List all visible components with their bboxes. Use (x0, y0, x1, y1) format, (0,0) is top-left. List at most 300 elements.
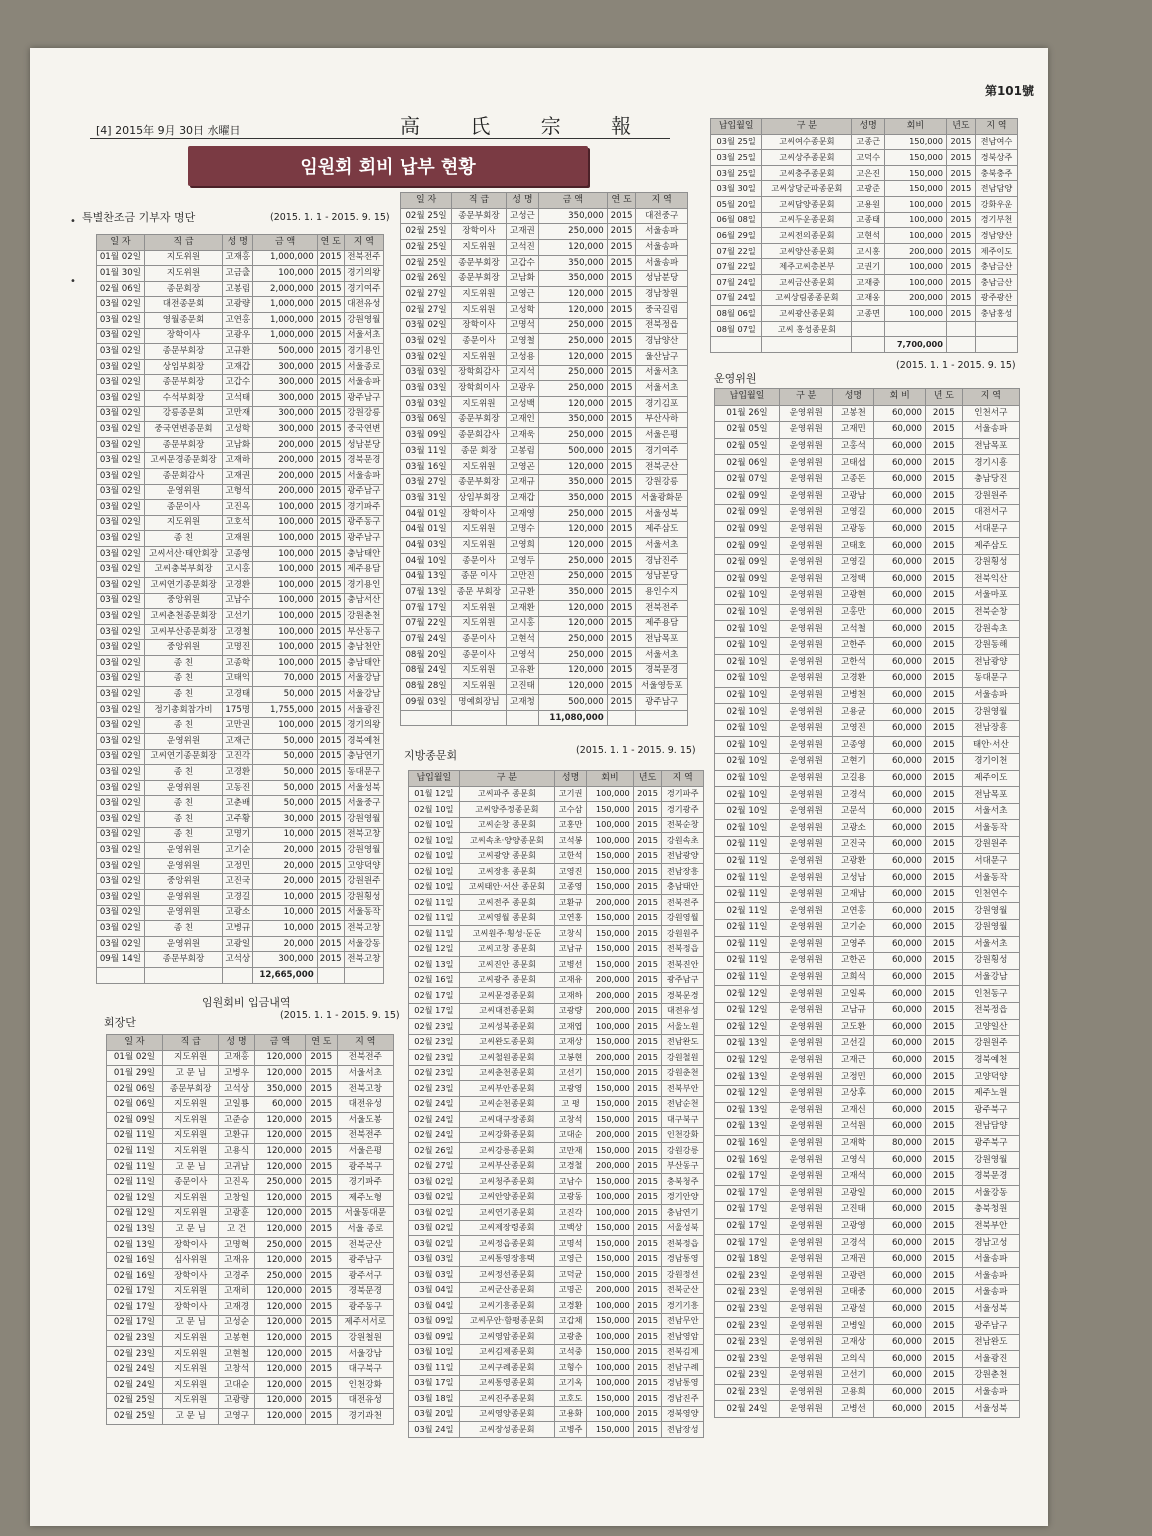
table-cell: 강원속초 (662, 833, 704, 849)
column-header: 일 자 (107, 1035, 163, 1051)
table-cell: 2015 (926, 604, 963, 621)
table-cell: 고종면 (852, 306, 884, 322)
table-cell: 고씨속초·양양종문회 (459, 833, 554, 849)
table-row (107, 1362, 394, 1378)
table-cell: 2015 (926, 1235, 963, 1252)
table-cell: 운영위원 (780, 1168, 833, 1185)
table-cell: 2015 (317, 874, 344, 890)
table-cell: 고성학 (506, 302, 538, 318)
table-cell: 서울노원 (662, 1019, 704, 1035)
table-row (715, 770, 1020, 787)
table-cell: 2015 (317, 702, 344, 718)
table-cell: 2015 (317, 656, 344, 672)
table-cell: 07월 13일 (401, 585, 452, 601)
table-cell: 운영위원 (144, 889, 222, 905)
table-cell: 고씨청주종문회 (459, 1174, 554, 1190)
table-cell: 03월 09일 (409, 1329, 460, 1345)
table-cell: 02월 10일 (409, 864, 460, 880)
table-cell: 03월 02일 (401, 349, 452, 365)
table-cell: 150,000 (587, 1344, 634, 1360)
table-cell: 2015 (926, 1085, 963, 1102)
table-cell: 250,000 (539, 381, 608, 397)
table-cell: 2015 (926, 737, 963, 754)
table-cell: 대전유성 (337, 1393, 393, 1409)
table-cell: 2015 (607, 255, 636, 271)
table-cell: 120,000 (539, 349, 608, 365)
table-cell: 120,000 (539, 240, 608, 256)
table-cell: 03월 09일 (409, 1313, 460, 1329)
table-cell: 2015 (317, 562, 344, 578)
table-cell: 고재권 (506, 224, 538, 240)
table-cell: 고종영 (833, 737, 874, 754)
page-banner: 임원회 회비 납부 현황 (188, 146, 588, 186)
table-cell: 고씨장흥 종문회 (459, 864, 554, 880)
table-cell: 운영위원 (780, 803, 833, 820)
header-rule (90, 138, 670, 139)
table-cell: 고진각 (555, 1205, 587, 1221)
table-cell: 서대문구 (962, 521, 1019, 538)
table-cell: 02월 17일 (715, 1235, 780, 1252)
table-cell: 60,000 (874, 1036, 926, 1053)
table-cell: 2015 (926, 969, 963, 986)
table-cell: 02월 10일 (409, 802, 460, 818)
table-cell: 고영희 (506, 538, 538, 554)
table-cell: 종문회감사 (144, 468, 222, 484)
table-cell: 2015 (317, 531, 344, 547)
table-cell: 60,000 (874, 1301, 926, 1318)
table-row (97, 406, 384, 422)
table-cell: 2015 (607, 647, 636, 663)
table-cell: 2015 (633, 864, 662, 880)
table-cell: 고명곤 (555, 1282, 587, 1298)
table-cell: 03월 02일 (97, 671, 145, 687)
table-cell: 종문이사 (452, 553, 507, 569)
table-cell: 지도위원 (452, 240, 507, 256)
table-row (711, 306, 1018, 322)
table-row (401, 632, 688, 648)
table-cell: 고광소 (833, 820, 874, 837)
table-cell: 고영근 (506, 287, 538, 303)
table-row (107, 1284, 394, 1300)
table-cell: 02월 25일 (401, 240, 452, 256)
table-cell: 고씨 홍성종문회 (762, 321, 852, 337)
table-cell: 07월 24일 (711, 274, 762, 290)
table-cell: 2015 (317, 811, 344, 827)
table-cell: 10,000 (253, 905, 317, 921)
table-cell: 서울송파 (636, 240, 688, 256)
table-cell: 고남규 (833, 1002, 874, 1019)
table-cell: 02월 12일 (107, 1206, 163, 1222)
table-cell: 150,000 (587, 941, 634, 957)
table-cell: 100,000 (587, 817, 634, 833)
table-row (97, 375, 384, 391)
table-cell: 150,000 (587, 1174, 634, 1190)
table-row (97, 328, 384, 344)
table-cell: 고봉현 (219, 1331, 254, 1347)
table-cell: 고석봉 (555, 833, 587, 849)
table-cell: 고양일산 (962, 1019, 1019, 1036)
table-cell: 150,000 (884, 165, 946, 181)
table-cell: 고씨연기종문회 (459, 1205, 554, 1221)
table-cell: 고씨두운종문회 (762, 212, 852, 228)
table-cell: 고용식 (219, 1144, 254, 1160)
table-cell: 2015 (926, 936, 963, 953)
table-row (97, 952, 384, 968)
table-cell: 고선기 (555, 1065, 587, 1081)
table-cell: 종 친 (144, 656, 222, 672)
table-row (97, 889, 384, 905)
table-cell: 종문이사 (163, 1175, 219, 1191)
table-row (715, 422, 1020, 439)
table-row (107, 1206, 394, 1222)
table-cell: 고양덕양 (962, 1069, 1019, 1086)
table-cell: 120,000 (254, 1222, 305, 1238)
table-row (97, 624, 384, 640)
table-row (401, 538, 688, 554)
table-cell: 서울서초 (962, 803, 1019, 820)
table-cell: 고재석 (833, 1168, 874, 1185)
table-cell: 고준승 (219, 1112, 254, 1128)
table-cell: 고길용 (833, 770, 874, 787)
table-cell: 고만진 (506, 569, 538, 585)
table-row (715, 1168, 1020, 1185)
table-cell: 지도위원 (452, 396, 507, 412)
table-row (715, 521, 1020, 538)
table-row (409, 1096, 704, 1112)
table-cell: 60,000 (874, 853, 926, 870)
table-cell: 고광동 (833, 521, 874, 538)
table-cell: 2015 (317, 281, 344, 297)
table-cell: 350,000 (539, 491, 608, 507)
table-cell: 고석중 (555, 1344, 587, 1360)
table-cell: 02월 25일 (401, 208, 452, 224)
table-cell: 고영석 (506, 647, 538, 663)
table-cell: 서울송파 (962, 1268, 1019, 1285)
table-row (401, 585, 688, 601)
table-cell: 120,000 (539, 663, 608, 679)
table-cell: 고재영 (506, 506, 538, 522)
table-cell: 장학이사 (163, 1268, 219, 1284)
table-cell: 지도위원 (163, 1097, 219, 1113)
column-header: 성명 (833, 389, 874, 406)
table-cell: 2015 (306, 1112, 338, 1128)
table-row (715, 1069, 1020, 1086)
table-cell: 고씨양산종문회 (762, 243, 852, 259)
table-row (409, 1251, 704, 1267)
table-cell: 고성학 (223, 422, 253, 438)
table-cell: 고종영 (555, 879, 587, 895)
table-cell: 운영위원 (780, 1251, 833, 1268)
table-cell: 60,000 (874, 1202, 926, 1219)
table-cell: 고만재 (555, 1143, 587, 1159)
table-row (409, 1406, 704, 1422)
table-cell: 고경환 (223, 765, 253, 781)
table-cell: 150,000 (587, 1065, 634, 1081)
table-cell: 2015 (317, 312, 344, 328)
table-cell: 2015 (317, 266, 344, 282)
table-cell: 운영위원 (780, 422, 833, 439)
table-cell: 고진태 (833, 1202, 874, 1219)
table-cell: 고재청 (506, 695, 538, 711)
table-cell (975, 337, 1017, 353)
table-row (715, 1268, 1020, 1285)
table-cell: 2015 (633, 1158, 662, 1174)
table-cell: 충남연기 (344, 749, 383, 765)
table-cell: 150,000 (587, 1112, 634, 1128)
table-row (107, 1300, 394, 1316)
table-row (107, 1144, 394, 1160)
table-row (401, 287, 688, 303)
table-cell: 고현석 (506, 632, 538, 648)
table-cell: 고재유 (555, 972, 587, 988)
table-cell: 100,000 (253, 656, 317, 672)
table-cell: 01월 26일 (715, 405, 780, 422)
table-cell: 2015 (607, 553, 636, 569)
table-cell: 고재욱 (506, 428, 538, 444)
table-cell: 60,000 (874, 870, 926, 887)
table-cell: 2015 (926, 422, 963, 439)
table-row (715, 654, 1020, 671)
table-cell: 120,000 (254, 1284, 305, 1300)
table-cell: 250,000 (539, 553, 608, 569)
table-cell: 전북고창 (337, 1081, 393, 1097)
table-cell: 충남연기 (662, 1205, 704, 1221)
table-cell: 03월 02일 (97, 359, 145, 375)
table-cell: 2015 (607, 522, 636, 538)
table-cell: 대구북구 (662, 1112, 704, 1128)
table-cell: 대전유성 (662, 1003, 704, 1019)
total-amount: 11,080,000 (539, 710, 608, 726)
table-cell: 02월 12일 (715, 986, 780, 1003)
table-cell: 고문석 (833, 803, 874, 820)
table-cell: 지도위원 (163, 1331, 219, 1347)
table-cell: 150,000 (884, 181, 946, 197)
table-cell: 02월 07일 (715, 471, 780, 488)
table-cell: 150,000 (587, 802, 634, 818)
table-row (97, 843, 384, 859)
table-cell: 고씨진안 종문회 (459, 957, 554, 973)
table-cell: 고씨제장령종회 (459, 1220, 554, 1236)
table-cell: 성남분당 (636, 271, 688, 287)
table-cell: 02월 13일 (715, 1069, 780, 1086)
table-cell: 운영위원 (780, 1102, 833, 1119)
table-cell: 광주남구 (344, 390, 383, 406)
table-cell: 강원강릉 (636, 475, 688, 491)
table-cell: 250,000 (539, 506, 608, 522)
table-cell: 2015 (607, 428, 636, 444)
table-cell: 울산남구 (636, 349, 688, 365)
table-cell: 대전유성 (344, 297, 383, 313)
table-cell: 02월 25일 (401, 255, 452, 271)
table-cell: 고광환 (833, 853, 874, 870)
table-cell: 2015 (633, 1298, 662, 1314)
table-row (401, 695, 688, 711)
table-row (409, 1344, 704, 1360)
table-cell: 고재근 (833, 1052, 874, 1069)
table-cell: 60,000 (874, 538, 926, 555)
table-cell: 고귀남 (219, 1159, 254, 1175)
table-cell: 고 문 님 (163, 1159, 219, 1175)
table-row (715, 505, 1020, 522)
table-cell: 2015 (633, 941, 662, 957)
table-row (401, 647, 688, 663)
table-row (401, 240, 688, 256)
table-header-row (715, 389, 1020, 406)
table-cell: 07월 17일 (401, 600, 452, 616)
table-cell: 전북순창 (962, 604, 1019, 621)
table-cell: 고재경 (219, 1300, 254, 1316)
table-cell: 60,000 (874, 770, 926, 787)
table-cell: 종 친 (144, 687, 222, 703)
table-cell: 250,000 (254, 1268, 305, 1284)
table-cell: 10,000 (253, 889, 317, 905)
table-row (711, 243, 1018, 259)
table-cell: 운영위원 (780, 654, 833, 671)
table-cell: 03월 11일 (409, 1360, 460, 1376)
table-cell: 고태중 (833, 1285, 874, 1302)
table-cell: 100,000 (253, 578, 317, 594)
table-cell: 전남담양 (962, 1119, 1019, 1136)
table-cell: 06월 08일 (711, 212, 762, 228)
table-row (401, 224, 688, 240)
table-row (401, 428, 688, 444)
table-cell: 광주동구 (344, 515, 383, 531)
table-cell: 60,000 (874, 455, 926, 472)
table-cell: 2015 (633, 1050, 662, 1066)
table-cell: 100,000 (253, 562, 317, 578)
table-cell (344, 967, 383, 983)
table-cell: 2015 (633, 972, 662, 988)
table-cell: 고광춘 (555, 1329, 587, 1345)
table-cell: 200,000 (253, 468, 317, 484)
table-cell: 120,000 (254, 1190, 305, 1206)
table-cell: 02월 10일 (715, 588, 780, 605)
table-cell: 충남태안 (662, 879, 704, 895)
table-cell: 서울동작 (962, 820, 1019, 837)
table-cell: 2015 (926, 1036, 963, 1053)
table-cell: 중국연변종문회 (144, 422, 222, 438)
table-cell: 고성순 (219, 1315, 254, 1331)
table-row (409, 833, 704, 849)
table-cell: 서울송파 (344, 468, 383, 484)
table-cell: 고광련 (833, 1268, 874, 1285)
table-row (107, 1409, 394, 1425)
table-cell: 광주동구 (337, 1300, 393, 1316)
table-cell: 광주남구 (344, 484, 383, 500)
table-row (401, 302, 688, 318)
table-cell: 60,000 (874, 588, 926, 605)
table-cell: 03월 02일 (97, 874, 145, 890)
table-cell: 고씨완도종문회 (459, 1034, 554, 1050)
table-row (97, 468, 384, 484)
table-row (97, 297, 384, 313)
table-row (107, 1175, 394, 1191)
table-cell: 200,000 (884, 243, 946, 259)
table-row (97, 390, 384, 406)
table-row (401, 271, 688, 287)
table-cell: 02월 13일 (107, 1237, 163, 1253)
table-cell: 전북전주 (337, 1128, 393, 1144)
table-cell: 2015 (607, 302, 636, 318)
table-cell: 고씨서산·태안회장 (144, 546, 222, 562)
table-cell: 고태섭 (833, 455, 874, 472)
table-cell: 고성남 (833, 870, 874, 887)
table-cell: 2015 (926, 1285, 963, 1302)
table-cell: 고창석 (555, 1112, 587, 1128)
table-cell: 2015 (926, 886, 963, 903)
table-cell: 종 친 (144, 827, 222, 843)
table-cell: 60,000 (874, 1251, 926, 1268)
table-row (715, 754, 1020, 771)
table-cell: 150,000 (587, 1391, 634, 1407)
table-cell: 200,000 (587, 988, 634, 1004)
table-cell: 종 친 (144, 531, 222, 547)
table-cell: 제주노형 (337, 1190, 393, 1206)
table-cell (711, 337, 762, 353)
table-cell: 고유환 (506, 663, 538, 679)
table-cell: 500,000 (539, 695, 608, 711)
table-cell: 02월 11일 (715, 903, 780, 920)
table-cell: 고광남 (833, 488, 874, 505)
table-cell: 2015 (946, 259, 975, 275)
table-row (97, 874, 384, 890)
table-cell: 고씨김제종문회 (459, 1344, 554, 1360)
table-cell: 2015 (607, 224, 636, 240)
table-row (401, 616, 688, 632)
table-cell: 고씨충주종문회 (762, 165, 852, 181)
table-cell: 고정택 (833, 571, 874, 588)
table-cell: 고광준 (852, 181, 884, 197)
table-cell: 대전유성 (337, 1097, 393, 1113)
table-cell: 지도위원 (452, 538, 507, 554)
table-cell: 2015 (306, 1159, 338, 1175)
table-cell: 2015 (926, 571, 963, 588)
column-header: 연 도 (317, 235, 344, 251)
table-cell: 60,000 (874, 521, 926, 538)
table-cell: 고씨정선종문회 (459, 1267, 554, 1283)
table-cell: 고영식 (833, 1152, 874, 1169)
table-cell: 경기시흥 (962, 455, 1019, 472)
table-cell: 중국길림 (636, 302, 688, 318)
table-cell: 고씨광산종문회 (762, 306, 852, 322)
table-cell: 20,000 (253, 843, 317, 859)
unyeong-table (714, 388, 1020, 1418)
table-cell: 120,000 (254, 1253, 305, 1269)
table-cell: 2015 (926, 654, 963, 671)
table-row (715, 1135, 1020, 1152)
table-cell: 고씨구례종문회 (459, 1360, 554, 1376)
table-cell: 강원영월 (962, 920, 1019, 937)
table-cell: 03월 02일 (97, 687, 145, 703)
table-row (715, 903, 1020, 920)
table-cell: 고광량 (555, 1003, 587, 1019)
table-row (107, 1066, 394, 1082)
table-cell: 강원원주 (344, 874, 383, 890)
table-cell: 명예회장님 (452, 695, 507, 711)
table-cell: 2015 (317, 578, 344, 594)
table-cell: 서울동작 (962, 870, 1019, 887)
table-cell: 고재하 (555, 988, 587, 1004)
table-cell: 60,000 (874, 1318, 926, 1335)
table-cell: 고씨상림종종문회 (762, 290, 852, 306)
table-cell: 2015 (306, 1253, 338, 1269)
table-cell: 02월 27일 (401, 287, 452, 303)
table-cell: 운영위원 (780, 671, 833, 688)
table-row (401, 412, 688, 428)
table-cell: 고연홍 (555, 910, 587, 926)
table-cell: 전남장성 (662, 1422, 704, 1438)
table-row (715, 604, 1020, 621)
